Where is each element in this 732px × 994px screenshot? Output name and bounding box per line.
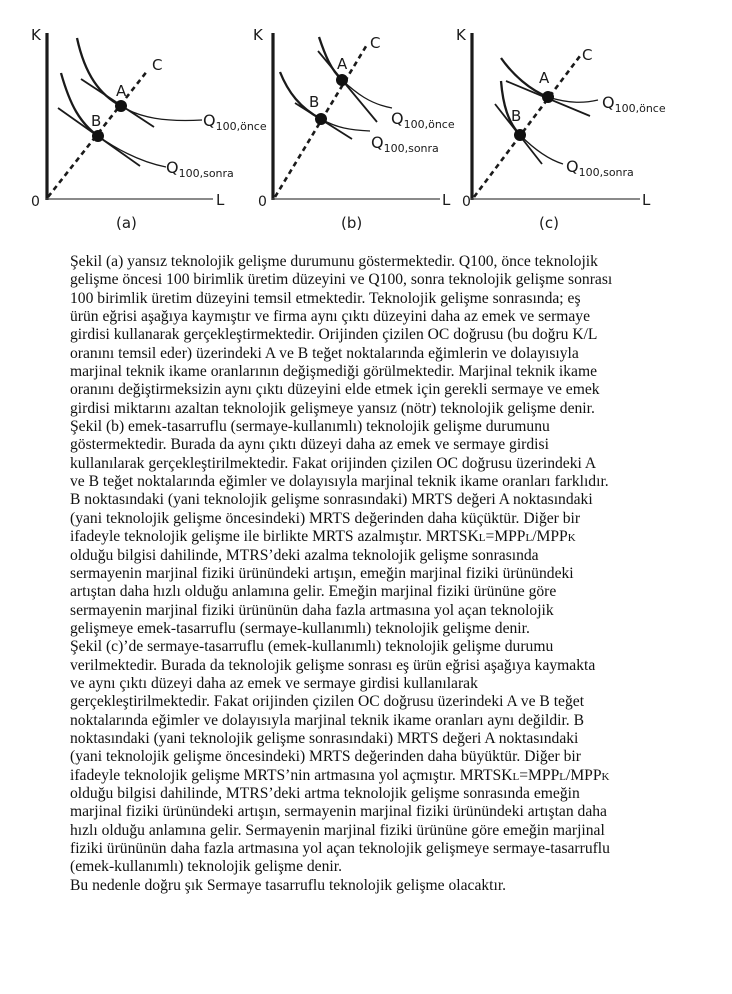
q-before-label: $Q_{100,önce}$ <box>203 111 267 133</box>
k-axis-label: K <box>253 26 263 44</box>
text-line: Şekil (a) yansız teknolojik gelişme durumunu göstermektedir. Q100, önce teknolojik <box>70 253 598 270</box>
text-line: noktalarında eğimler ve dolayısıyla marjinal teknik ikame oranları aynı değildir. B <box>70 711 585 729</box>
isoquant-before <box>77 38 121 106</box>
q-after-label: $Q_{100,sonra}$ <box>166 158 234 180</box>
text-line: marjinal fiziki ürünündeki artışın, sermayenin marjinal fiziki ürünündeki artıştan daha <box>70 803 607 821</box>
figure-caption-c: (c) <box>539 214 559 232</box>
text-line: göstermektedir. Burada da aynı çıktı düzeyi daha az emek ve sermaye girdisi <box>70 436 549 454</box>
text-line: gerçekleştirilmektedir. Fakat orijinden çizilen OC doğrusu üzerindeki A ve B teğet <box>70 693 585 711</box>
text-line: ve B teğet noktalarında eğimler ve dolayısıyla marjinal teknik ikame oranları farklıdır. <box>70 473 609 491</box>
q-after-label: $Q_{100,sonra}$ <box>566 157 634 179</box>
isoquant-before-tail <box>342 80 392 108</box>
point-a <box>115 100 127 112</box>
point-b <box>315 113 327 125</box>
ray-label-c: C <box>582 46 593 64</box>
figure-b <box>253 26 455 232</box>
point-a-label: A <box>539 69 550 87</box>
oc-ray <box>474 56 580 197</box>
formula-line: ifadeyle teknolojik gelişme MRTS’nin artmasına yol açmıştır. MRTSKL=MPPL/MPPK <box>70 766 610 784</box>
q-after-label: $Q_{100,sonra}$ <box>371 133 439 155</box>
text-line: ürün eğrisi aşağıya kaymıştır ve firma aynı çıktı düzeyini daha az emek ve sermaye <box>70 308 591 326</box>
ray-label-c: C <box>152 56 163 74</box>
point-a-label: A <box>116 82 127 100</box>
ray-label-c: C <box>370 34 381 52</box>
text-line: marjinal teknik ikame oranlarının değişmediği görülmektedir. Marjinal teknik ikame <box>70 363 598 381</box>
formula-line: ifadeyle teknolojik gelişme ile birlikte MRTS azalmıştır. MRTSKL=MPPL/MPPK <box>70 528 576 546</box>
point-a <box>336 74 348 86</box>
origin-label: 0 <box>31 194 40 210</box>
point-b-label: B <box>309 93 320 111</box>
conclusion-line: Bu nedenle doğru şık Sermaye tasarruflu teknolojik gelişme olacaktır. <box>70 876 507 894</box>
q-before-label: $Q_{100,önce}$ <box>602 93 666 115</box>
isoquant-after-tail <box>98 136 166 167</box>
text-line: oranını temsil eder) üzerindeki A ve B teğet noktalarında eğimlerin ve dolayısıyla <box>70 344 579 362</box>
text-line: oranını değiştirmeksizin aynı çıktı düzeyini elde etmek için gerekli sermaye ve emek <box>70 381 600 399</box>
text-line: gelişmeye emek-tasarruflu (sermaye-kullanımlı) teknolojik gelişme denir. <box>70 619 530 637</box>
origin-label: 0 <box>258 194 267 210</box>
point-a-label: A <box>337 55 348 73</box>
text-line: girdisi miktarını azaltan teknolojik gelişmeye yansız (nötr) teknolojik gelişme denir. <box>70 399 595 417</box>
text-line: noktasındaki (yani teknolojik gelişme sonrasındaki) MRTS değeri A noktasındaki <box>70 729 579 747</box>
point-a <box>542 91 554 103</box>
text-line: sermayenin marjinal fiziki ürünündeki artışın, emeğin marjinal fiziki ürünündeki <box>70 564 574 582</box>
l-axis-label: L <box>442 191 451 209</box>
text-line: 100 birimlik üretim düzeyini temsil etmektedir. Teknolojik gelişme sonrasında; eş <box>70 289 581 307</box>
isoquant-after-tail <box>520 135 563 164</box>
l-axis-label: L <box>216 191 225 209</box>
point-b <box>514 129 526 141</box>
text-line: ve aynı çıktı düzeyi daha az emek ve sermaye girdisi kullanılarak <box>70 674 478 692</box>
explanation-text <box>70 253 732 895</box>
k-axis-label: K <box>456 26 466 44</box>
text-line: fiziki ürününün daha fazla artmasına yol açan teknolojik gelişmeye sermaye-tasarruflu <box>70 840 610 857</box>
point-b <box>92 130 104 142</box>
l-axis-label: L <box>642 191 651 209</box>
q-before-label: $Q_{100,önce}$ <box>391 109 455 131</box>
text-line: verilmektedir. Burada da teknolojik gelişme sonrası eş ürün eğrisi aşağıya kaymakta <box>70 656 596 674</box>
figure-caption-b: (b) <box>341 214 363 232</box>
text-line: gelişme öncesi 100 birimlik üretim düzeyini ve Q100, sonra teknolojik gelişme sonrası <box>70 271 613 289</box>
text-line: girdisi kullanarak gerçekleştirmektedir. Orijinden çizilen OC doğrusu (bu doğru K/L <box>70 326 598 344</box>
isoquant-diagrams <box>0 0 732 245</box>
text-line: olduğu bilgisi dahilinde, MTRS’deki azalma teknolojik gelişme sonrasında <box>70 546 539 564</box>
figure-a <box>31 26 267 232</box>
point-b-label: B <box>91 112 102 130</box>
figure-caption-a: (a) <box>116 214 137 232</box>
text-line: kullanılarak gerçekleştirilmektedir. Fakat orijinden çizilen OC doğrusu üzerindeki A <box>70 454 597 472</box>
text-line: artıştan daha hızlı olduğu anlamına gelir. Emeğin marjinal fiziki ürününe göre <box>70 583 557 601</box>
point-b-label: B <box>511 107 522 125</box>
text-line: (emek-kullanımlı) teknolojik gelişme denir. <box>70 858 342 876</box>
figure-c <box>456 26 666 232</box>
text-line: (yani teknolojik gelişme öncesindeki) MRTS değerinden daha küçüktür. Diğer bir <box>70 509 581 527</box>
k-axis-label: K <box>31 26 41 44</box>
origin-label: 0 <box>462 194 471 210</box>
text-line: hızlı olduğu anlamına gelir. Sermayenin marjinal fiziki ürününe göre emeğin marjinal <box>70 821 605 839</box>
text-line: Şekil (b) emek-tasarruflu (sermaye-kullanımlı) teknolojik gelişme durumunu <box>70 418 550 436</box>
text-line: B noktasındaki (yani teknolojik gelişme sonrasındaki) MRTS değeri A noktasındaki <box>70 491 593 509</box>
figure-panel <box>0 0 732 245</box>
text-line: sermayenin marjinal fiziki ürününün daha fazla artmasına yol açan teknolojik <box>70 601 554 619</box>
text-line: Şekil (c)’de sermaye-tasarruflu (emek-kullanımlı) teknolojik gelişme durumu <box>70 638 554 656</box>
text-line: olduğu bilgisi dahilinde, MTRS’deki artma teknolojik gelişme sonrasında emeğin <box>70 784 580 802</box>
text-line: (yani teknolojik gelişme öncesindeki) MRTS değerinden daha büyüktür. Diğer bir <box>70 748 581 766</box>
